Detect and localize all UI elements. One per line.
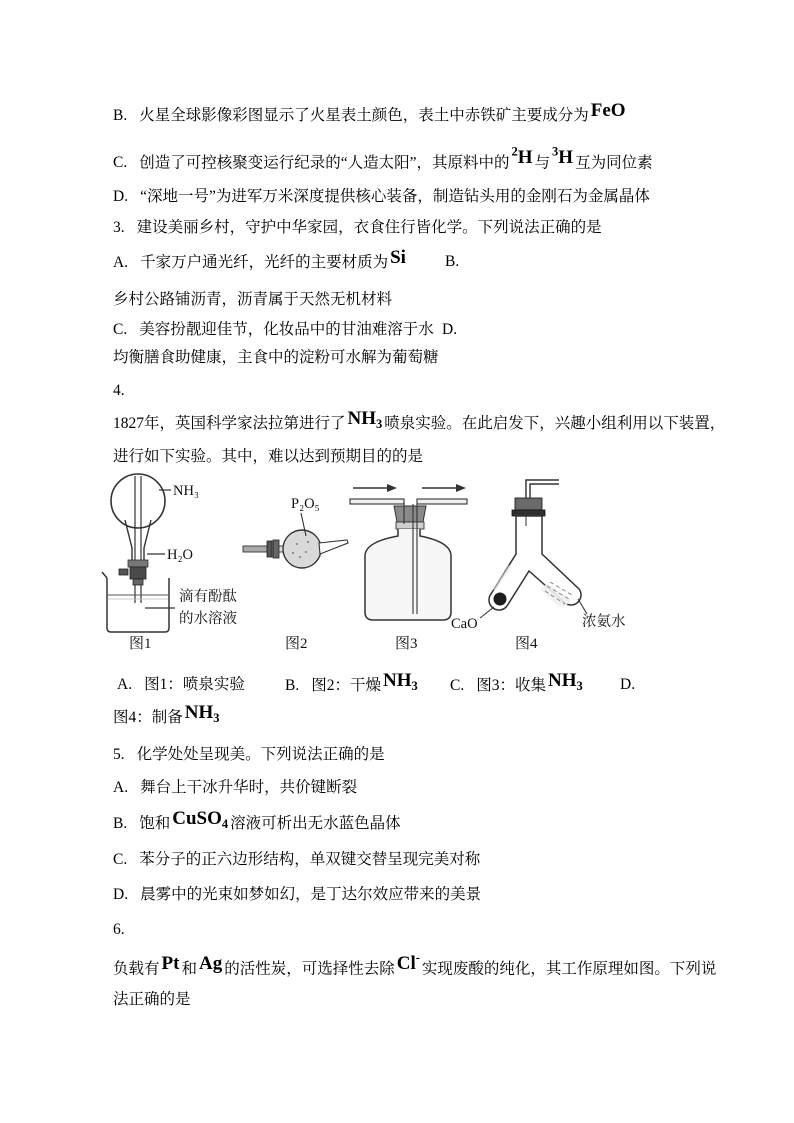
option-text: 图4：制备 [113, 709, 183, 726]
option-text: 乡村公路铺沥青，沥青属于天然无机材料 [113, 291, 393, 308]
question-text: 实现废酸的纯化，其工作原理如图。下列说 [421, 960, 717, 978]
option-text: 苯分子的正六边形结构，单双键交替呈现完美对称 [139, 851, 481, 868]
option-label: D. [442, 321, 458, 338]
q4-stem-line1 [113, 408, 726, 435]
option-text: 与 [534, 154, 551, 172]
option-text: 均衡膳食助健康，主食中的淀粉可水解为葡萄糖 [113, 349, 439, 366]
fig2-drying-bulb [243, 496, 348, 652]
q5-option-c [113, 849, 480, 870]
q3-option-ab-row [113, 247, 713, 273]
option-text: 互为同位素 [575, 154, 653, 172]
formula-nh3: $NH_3$ [184, 702, 220, 725]
q6-stem-line2 [113, 989, 191, 1010]
fig4-y-tube [451, 482, 626, 652]
fig1-solution-label-line1: 滴有酚酞 [179, 589, 237, 605]
question-text: 法正确的是 [113, 991, 191, 1008]
apparatus-figure [95, 468, 680, 668]
question-text: 和 [181, 960, 197, 978]
q3-stem [113, 217, 602, 238]
option-label: D. [113, 886, 129, 903]
formula-nh3: $NH_3$ [547, 670, 583, 693]
q4-stem-line2 [113, 446, 423, 467]
q3-option-d-text [113, 347, 439, 368]
option-label: A. [113, 254, 129, 271]
option-label: A. [113, 779, 129, 796]
option-text: 创造了可控核聚变运行纪录的“人造太阳”，其原料中的 [139, 154, 510, 172]
q5-option-d [113, 884, 481, 905]
q2-option-c [113, 146, 653, 173]
question-text: 负载有 [113, 960, 160, 978]
formula-cuso4: CuSO$_4$ [172, 808, 229, 831]
q5-option-b [113, 808, 401, 835]
option-label: B. [113, 107, 128, 124]
option-label: D. [620, 676, 636, 693]
fig2-p2o5-label: P₂O₅ [291, 496, 320, 512]
option-label: C. [113, 154, 128, 172]
fig2-caption: 图2 [285, 636, 308, 652]
question-number: 6. [113, 921, 125, 938]
fig3-gas-bottle [350, 484, 467, 652]
formula-nh3: $NH_3$ [347, 408, 383, 431]
q5-stem [113, 744, 385, 765]
q3-option-b-text [113, 289, 392, 310]
option-label: B. [113, 815, 128, 832]
option-text: 舞台上干冰升华时，共价键断裂 [140, 779, 358, 796]
option-label: C. [113, 321, 128, 338]
question-number: 3. [113, 219, 125, 236]
question-text: 1827年，英国科学家法拉第进行了 [113, 415, 346, 432]
option-label: D. [113, 188, 129, 205]
fig1-nh3-label: NH₃ [173, 483, 199, 499]
fig4-caption: 图4 [515, 636, 538, 652]
option-text: 饱和 [139, 815, 171, 832]
fig3-caption: 图3 [395, 636, 418, 652]
fig4-cao-label: CaO [451, 616, 478, 632]
fig1-solution-label-line2: 的水溶液 [179, 611, 237, 627]
fig1-caption: 图1 [129, 636, 152, 652]
option-text: “深地一号”为进军万米深度提供核心装备，制造钻头用的金刚石为金属晶体 [140, 188, 650, 205]
question-number: 4. [113, 382, 125, 399]
q4-number [113, 380, 137, 401]
formula-2h: $^2$H [511, 145, 533, 169]
fig1-h2o-label: H₂O [167, 547, 193, 563]
option-text: 火星全球影像彩图显示了火星表土颜色，表土中赤铁矿主要成分为 [139, 107, 589, 124]
q3-option-cd-row [113, 319, 713, 340]
question-text: 的活性炭，可选择性去除 [224, 960, 395, 978]
option-text: 美容扮靓迎佳节，化妆品中的甘油难溶于水 [139, 321, 434, 338]
q4-option-c: C. 图3：收集 $NH_3$ [450, 670, 583, 694]
question-text: 进行如下实验。其中，难以达到预期目的的是 [113, 448, 424, 465]
question-text: 建设美丽乡村，守护中华家园，衣食住行皆化学。下列说法正确的是 [136, 219, 602, 236]
option-text: 溶液可析出无水蓝色晶体 [230, 815, 401, 832]
option-text: 晨雾中的光束如梦如幻，是丁达尔效应带来的美景 [140, 886, 482, 903]
q6-number [113, 919, 137, 940]
formula-nh3: $NH_3$ [382, 670, 418, 693]
q4-option-d-text [113, 702, 222, 729]
q4-option-b: B. 图2：干燥 $NH_3$ [285, 670, 418, 694]
formula-3h: $^3$H [552, 145, 574, 169]
q6-stem-line1 [113, 952, 716, 979]
formula-feo: FeO [590, 100, 626, 121]
question-number: 5. [113, 746, 125, 763]
option-text: 千家万户通光纤，光纤的主要材质为 [140, 254, 389, 271]
question-text: 化学处处呈现美。下列说法正确的是 [136, 746, 385, 763]
formula-si: Si [390, 247, 406, 268]
q2-option-d [113, 186, 650, 207]
q5-option-a [113, 777, 357, 798]
option-label: B. [445, 253, 460, 270]
formula-ag: Ag [198, 953, 223, 975]
formula-pt: Pt [161, 953, 180, 975]
q4-option-a: A. 图1：喷泉实验 [117, 676, 245, 693]
formula-cl-minus: Cl- [396, 951, 420, 975]
fig1-fountain-apparatus [102, 474, 237, 652]
question-text: 喷泉实验。在此启发下，兴趣小组利用以下装置， [384, 415, 726, 432]
q2-option-b [113, 100, 628, 126]
option-label: C. [113, 851, 128, 868]
fig4-ammonia-label: 浓氨水 [582, 614, 626, 630]
